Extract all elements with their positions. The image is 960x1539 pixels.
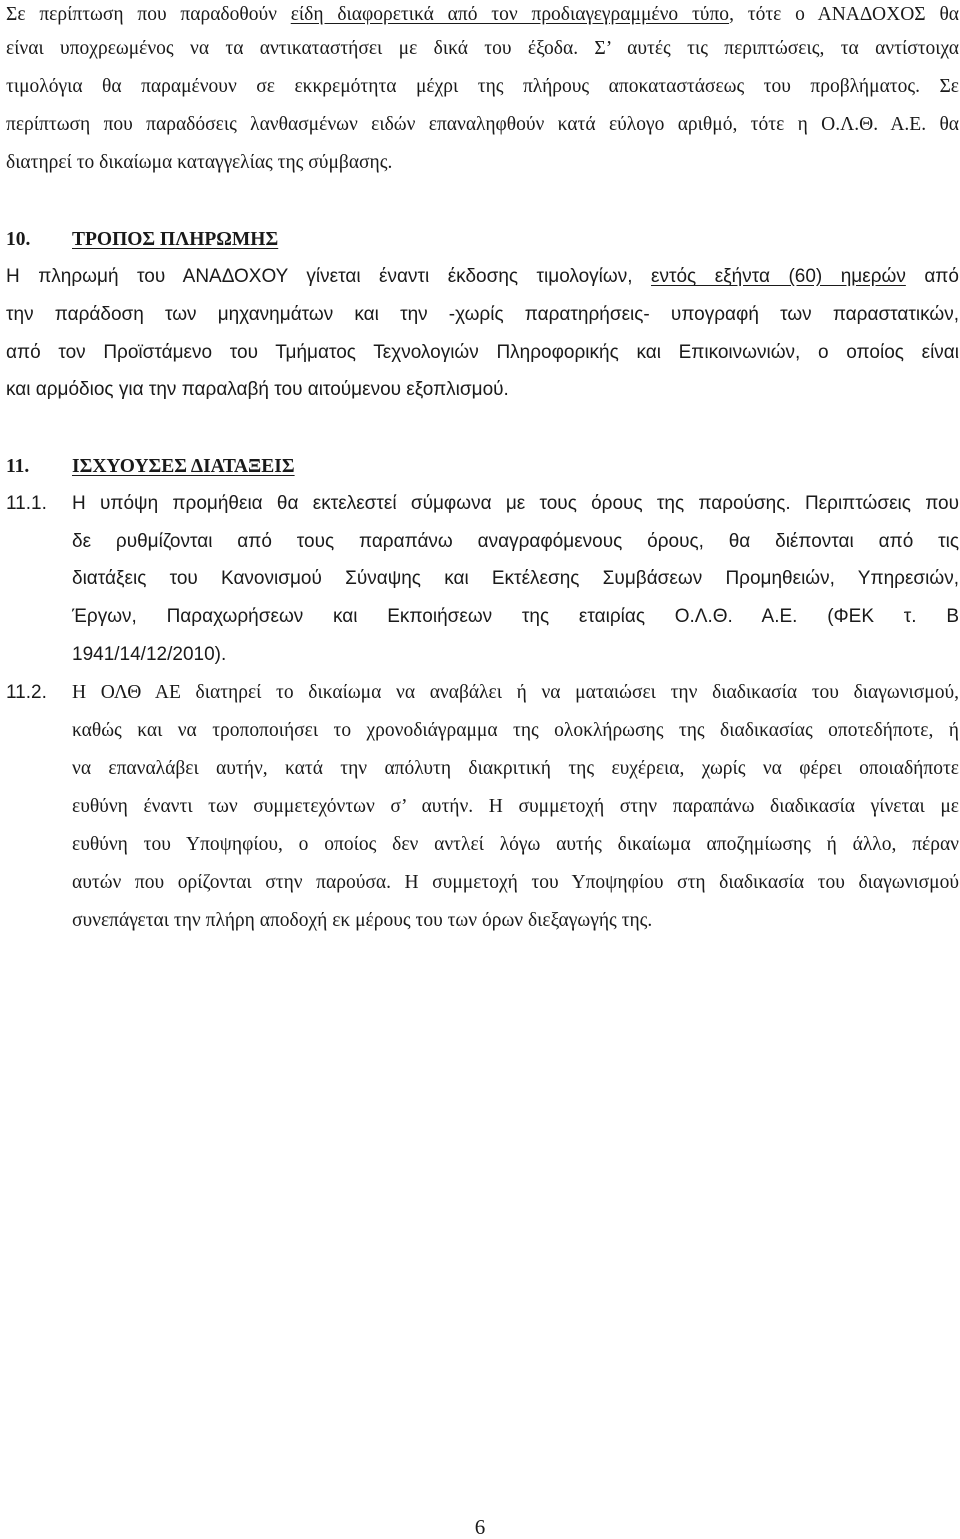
- paragraph-line: δε ρυθμίζονται από τους παραπάνω αναγραφόμενους όρους, θα διέπονται από τις: [72, 531, 959, 552]
- paragraph-line: ευθύνη του Υποψηφίου, ο οποίος δεν αντλεί λόγω αυτής δικαίωμα αποζημίωσης ή άλλο, πέραν: [72, 834, 959, 855]
- subsection-number: 11.1.: [6, 493, 47, 514]
- paragraph-line: να επαναλάβει αυτήν, κατά την απόλυτη διακριτική της ευχέρεια, χωρίς να φέρει οποιαδήποτε: [72, 758, 959, 779]
- text-span: Σε περίπτωση που παραδοθούν: [6, 4, 291, 25]
- paragraph-line: 1941/14/12/2010).: [72, 644, 227, 665]
- paragraph-line: συνεπάγεται την πλήρη αποδοχή εκ μέρους του των όρων διεξαγωγής της.: [72, 910, 653, 931]
- paragraph-line: Η υπόψη προμήθεια θα εκτελεστεί σύμφωνα με τους όρους της παρούσης. Περιπτώσεις που: [72, 493, 959, 514]
- section-title: ΙΣΧΥΟΥΣΕΣ ΔΙΑΤΑΞΕΙΣ: [72, 456, 295, 477]
- paragraph-line: από τον Προϊστάμενο του Τμήματος Τεχνολογιών Πληροφορικής και Επικοινωνιών, ο οποίος είναι: [6, 342, 959, 363]
- paragraph-line: τιμολόγια θα παραμένουν σε εκκρεμότητα μέχρι της πλήρους αποκαταστάσεως του προβλήματος. Σε: [6, 76, 959, 97]
- paragraph-line: [6, 3, 959, 27]
- underlined-text: είδη διαφορετικά από τον προδιαγεγραμμένο τύπο: [290, 4, 730, 25]
- section-title: ΤΡΟΠΟΣ ΠΛΗΡΩΜΗΣ: [72, 229, 279, 250]
- paragraph-line: ευθύνη έναντι των συμμετεχόντων σ’ αυτήν. Η συμμετοχή στην παραπάνω διαδικασία γίνεται με: [72, 796, 959, 817]
- text-span: Η πληρωμή του ΑΝΑΔΟΧΟΥ γίνεται έναντι έκδοσης τιμολογίων,: [6, 266, 652, 287]
- text-span: από: [905, 266, 959, 287]
- paragraph-line: Η ΟΛΘ ΑΕ διατηρεί το δικαίωμα να αναβάλει ή να ματαιώσει την διαδικασία του διαγωνισμού,: [72, 682, 959, 703]
- paragraph-line: είναι υποχρεωμένος να τα αντικαταστήσει με δικά του έξοδα. Σ’ αυτές τις περιπτώσεις, τα αντίστοιχα: [6, 38, 959, 59]
- subsection-number: 11.2.: [6, 682, 47, 703]
- paragraph-line: αυτών που ορίζονται στην παρούσα. Η συμμετοχή του Υποψηφίου στη διαδικασία του διαγωνισμού: [72, 872, 959, 893]
- paragraph-line: την παράδοση των μηχανημάτων και την -χωρίς παρατηρήσεις- υπογραφή των παραστατικών,: [6, 304, 959, 325]
- paragraph-line: και αρμόδιος για την παραλαβή του αιτούμενου εξοπλισμού.: [6, 379, 509, 400]
- paragraph-line: Έργων, Παραχωρήσεων και Εκποιήσεων της εταιρίας Ο.Λ.Θ. Α.Ε. (ΦΕΚ τ. Β: [72, 606, 959, 627]
- paragraph-line: καθώς και να τροποποιήσει το χρονοδιάγραμμα της ολοκλήρωσης της διαδικασίας οποτεδήποτε, ή: [72, 720, 959, 741]
- paragraph-line: διατάξεις του Κανονισμού Σύναψης και Εκτέλεσης Συμβάσεων Προμηθειών, Υπηρεσιών,: [72, 568, 959, 589]
- text-span: , τότε ο ΑΝΑΔΟΧΟΣ θα: [729, 4, 959, 25]
- paragraph-line: διατηρεί το δικαίωμα καταγγελίας της σύμβασης.: [6, 152, 393, 173]
- paragraph-line: [6, 265, 959, 289]
- paragraph-line: περίπτωση που παραδόσεις λανθασμένων ειδών επαναληφθούν κατά εύλογο αριθμό, τότε η Ο.Λ.Θ. Α.Ε. θα: [6, 114, 959, 135]
- underlined-text: εντός εξήντα (60) ημερών: [651, 266, 906, 287]
- section-number: 11.: [6, 456, 30, 477]
- page-number: 6: [474, 1515, 486, 1539]
- section-number: 10.: [6, 229, 31, 250]
